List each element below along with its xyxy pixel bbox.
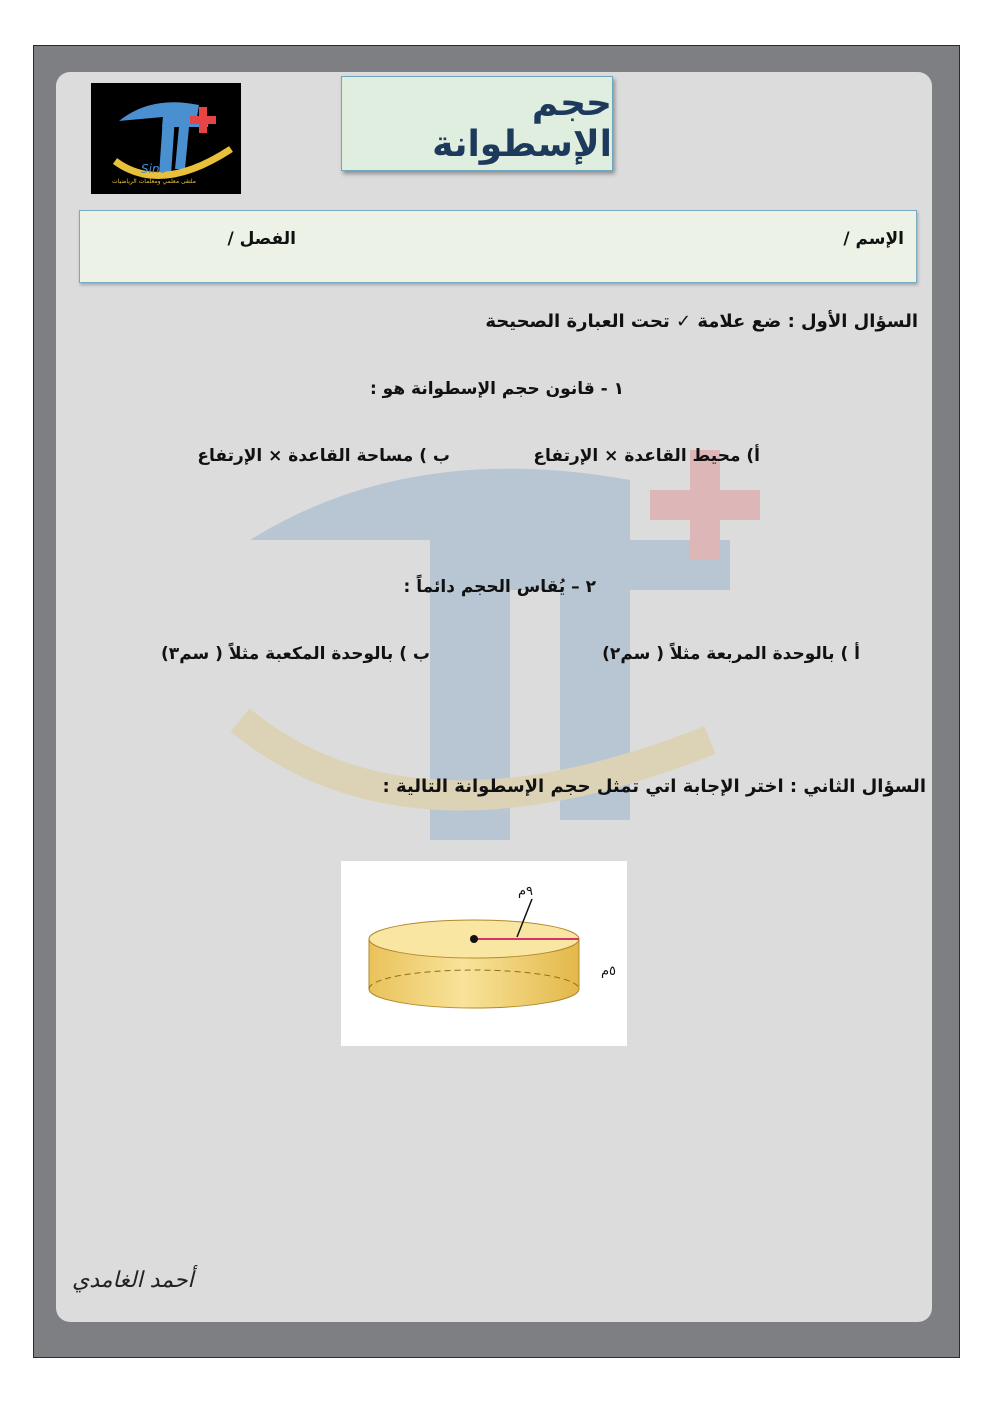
item2-option-a: أ ) بالوحدة المربعة مثلاً ( سم٢): [602, 644, 860, 664]
height-label: ٥م: [600, 964, 616, 979]
title-box: [341, 76, 613, 171]
question2-prompt: السؤال الثاني : اختر الإجابة اتي تمثل حجم الإسطوانة التالية :: [382, 776, 926, 797]
item2-option-b: ب ) بالوحدة المكعبة مثلاً ( سم٣): [161, 644, 430, 664]
logo-subtitle: ملتقى معلمي ومعلمات الرياضيات: [112, 178, 196, 185]
question1-prompt: السؤال الأول : ضع علامة ✓ تحت العبارة الصحيحة: [485, 311, 918, 332]
student-info-box: [79, 210, 917, 283]
item1-option-a: أ) محيط القاعدة × الإرتفاع: [533, 446, 760, 466]
cylinder-icon: [341, 861, 627, 1046]
class-label: الفصل /: [227, 229, 296, 249]
logo: [91, 83, 241, 194]
question1-item1: ١ - قانون حجم الإسطوانة هو :: [369, 379, 624, 399]
svg-text:Sin0: Sin0: [141, 162, 168, 176]
question1-item2: ٢ – يُقاس الحجم دائماً :: [403, 577, 596, 597]
radius-label: ٩م: [517, 884, 533, 899]
tt-plus-logo-icon: [91, 83, 241, 194]
name-label: الإسم /: [843, 229, 904, 249]
page-title: حجم الإسطوانة: [432, 82, 612, 165]
item1-option-b: ب ) مساحة القاعدة × الإرتفاع: [197, 446, 450, 466]
signature: أحمد الغامدي: [72, 1268, 194, 1293]
cylinder-figure: [341, 861, 627, 1046]
